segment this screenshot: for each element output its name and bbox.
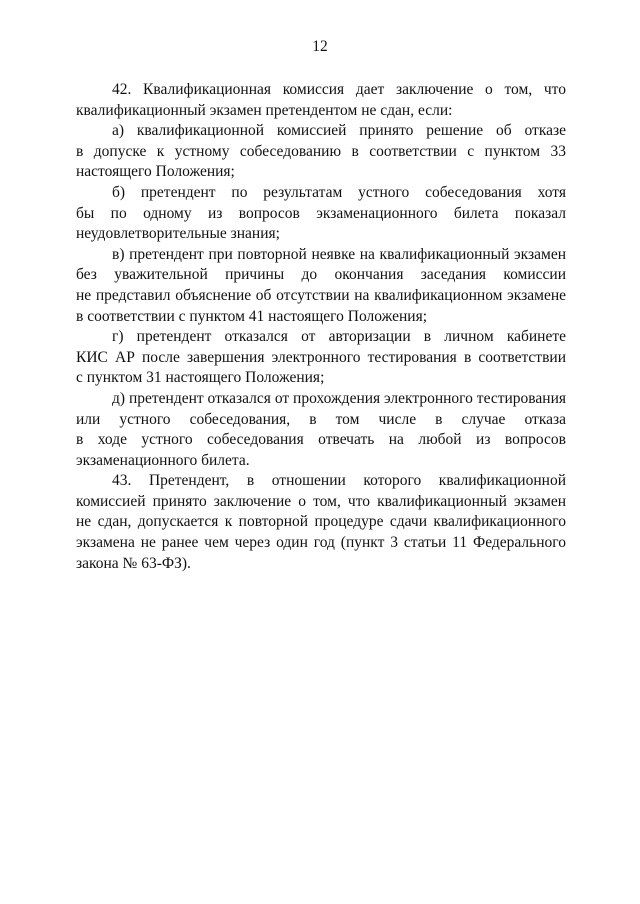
text-line: не сдан, допускается к повторной процедуре сдачи квалификационного [76,513,566,531]
text-line: экзамена не ранее чем через один год (пункт 3 статьи 11 Федерального [76,534,566,552]
text-line: а) квалификационной комиссией принято решение об отказе [112,122,566,140]
document-body [76,80,566,574]
text-line: неудовлетворительные знания; [76,225,280,243]
text-line: б) претендент по результатам устного собеседования хотя [112,183,566,201]
text-line: комиссией принято заключение о том, что квалификационный экзамен [76,492,566,510]
text-line: в допуске к устному собеседованию в соответствии с пунктом 33 [76,142,566,160]
text-line: или устного собеседования, в том числе в случае отказа [76,410,566,428]
text-line: закона № 63-ФЗ). [76,554,191,572]
paragraph-b [76,183,566,245]
text-line: 42. Квалификационная комиссия дает заключение о том, что [112,81,566,98]
text-line: г) претендент отказался от авторизации в личном кабинете [112,328,566,346]
text-line: д) претендент отказался от прохождения электронного тестирования [112,389,566,407]
paragraph-a [76,121,566,183]
paragraph-43 [76,471,566,574]
text-line: бы по одному из вопросов экзаменационного билета показал [76,204,566,222]
text-line: экзаменационного билета. [76,451,250,469]
text-line: не представил объяснение об отсутствии на квалификационном экзамене [76,286,566,304]
text-line: 43. Претендент, в отношении которого квалификационной [112,472,566,490]
text-line: в) претендент при повторной неявке на квалификационный экзамен [112,245,566,263]
page-number: 12 [312,38,328,55]
paragraph-v [76,245,566,327]
text-line: квалификационный экзамен претендентом не сдан, если: [76,101,453,119]
text-line: настоящего Положения; [76,163,235,181]
paragraph-42 [76,80,566,121]
paragraph-g [76,327,566,389]
text-line: в ходе устного собеседования отвечать на любой из вопросов [76,431,566,449]
text-line: с пунктом 31 настоящего Положения; [76,369,325,387]
text-line: в соответствии с пунктом 41 настоящего Положения; [76,307,428,325]
text-line: без уважительной причины до окончания заседания комиссии [76,266,566,284]
paragraph-d [76,389,566,471]
text-line: КИС АР после завершения электронного тестирования в соответствии [76,348,566,366]
